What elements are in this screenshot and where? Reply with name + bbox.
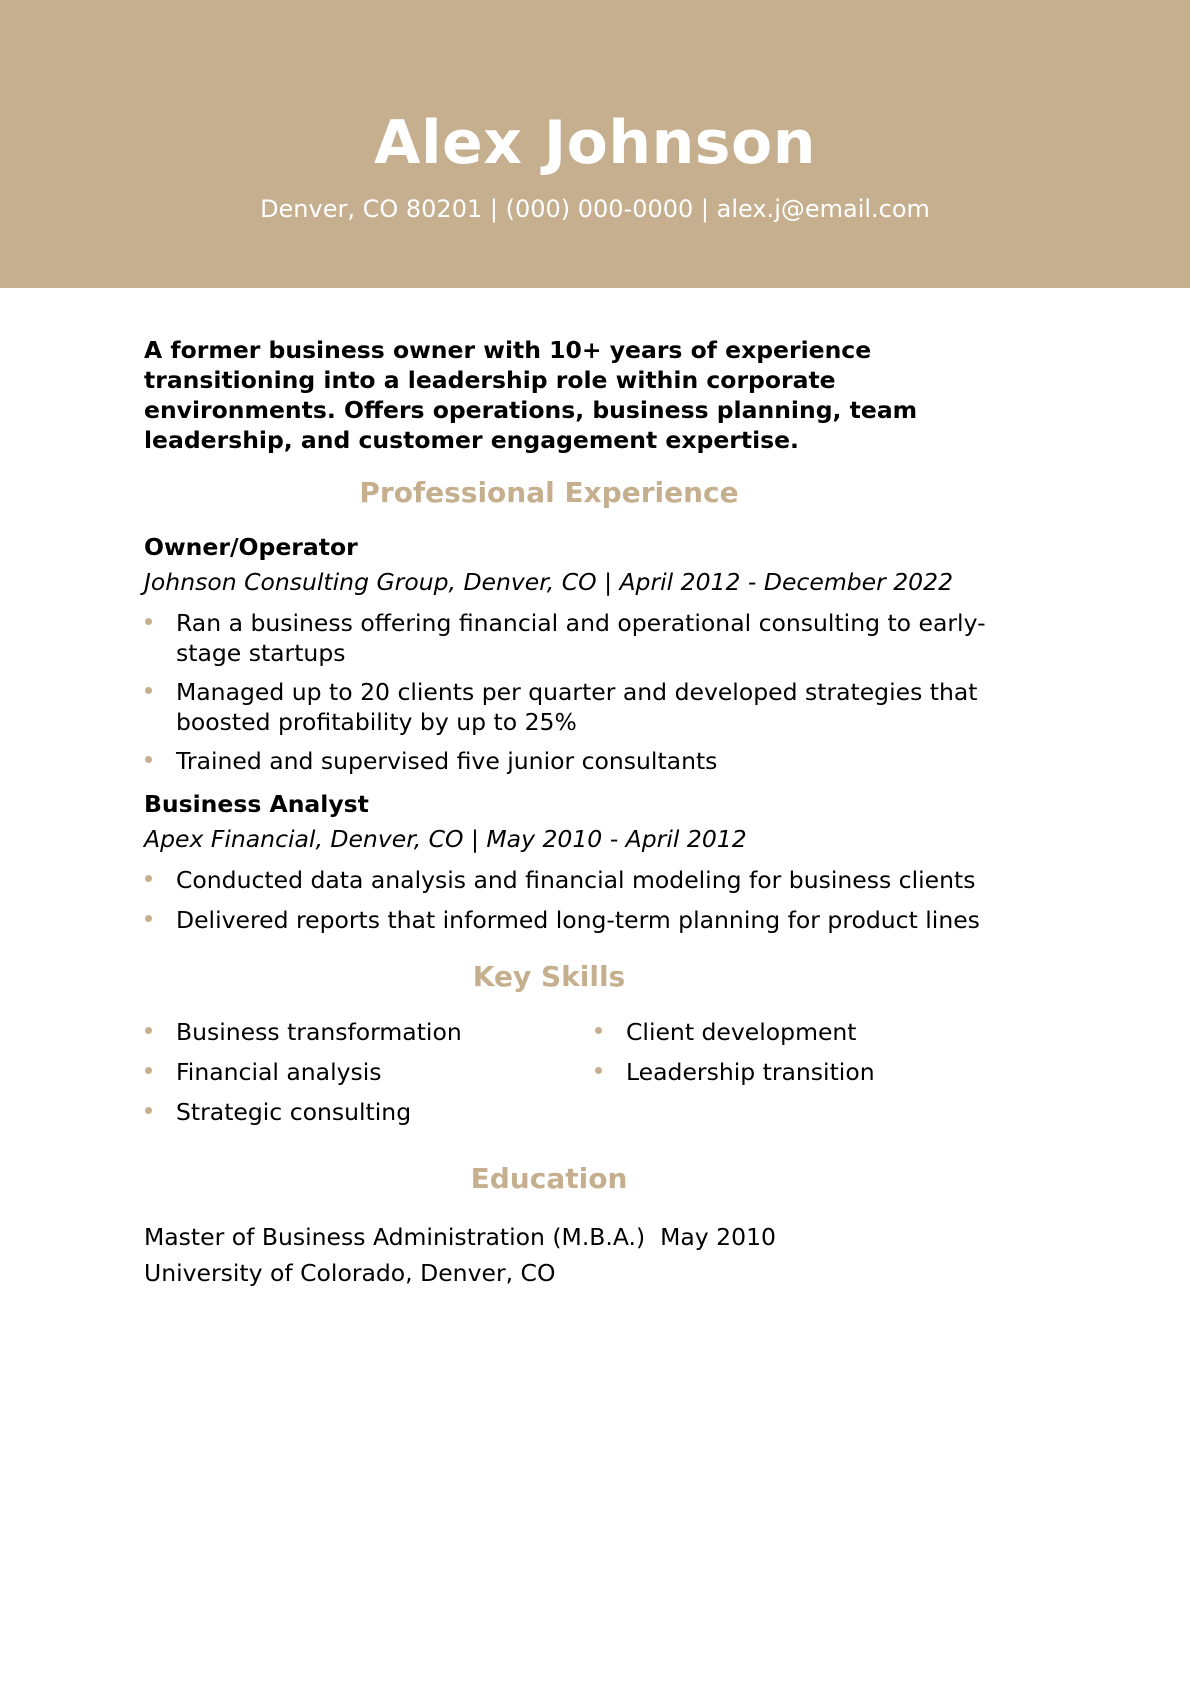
list-item: Trained and supervised five junior consultants bbox=[144, 746, 1044, 776]
candidate-name: Alex Johnson bbox=[374, 108, 816, 178]
contact-info: Denver, CO 80201 | (000) 000-0000 | alex.j@email.com bbox=[260, 195, 930, 223]
bullet-icon bbox=[595, 1067, 602, 1074]
resume-body bbox=[144, 335, 1044, 1291]
bullet-icon bbox=[145, 915, 152, 922]
bullet-icon bbox=[145, 687, 152, 694]
bullet-icon bbox=[145, 618, 152, 625]
skill-item: Leadership transition bbox=[594, 1057, 1044, 1087]
skills-list bbox=[144, 1017, 1044, 1137]
resume-header bbox=[0, 0, 1190, 288]
skill-item: Financial analysis bbox=[144, 1057, 594, 1087]
education-entry bbox=[144, 1219, 1044, 1291]
list-item: Delivered reports that informed long-term planning for product lines bbox=[144, 905, 1044, 935]
job-meta: Johnson Consulting Group, Denver, CO | April 2012 - December 2022 bbox=[144, 568, 954, 596]
job-bullets bbox=[144, 608, 1044, 776]
professional-summary: A former business owner with 10+ years of experience transitioning into a leadership role within corporate environments. Offers operations, business planning, team leadership, and customer engagement expertise. bbox=[144, 336, 918, 454]
section-title-experience: Professional Experience bbox=[359, 476, 739, 509]
degree: Master of Business Administration (M.B.A.) May 2010 bbox=[144, 1223, 776, 1251]
skills-column-left bbox=[144, 1017, 594, 1137]
list-item: Ran a business offering financial and operational consulting to early-stage startups bbox=[144, 608, 1044, 668]
list-item: Conducted data analysis and financial modeling for business clients bbox=[144, 865, 1044, 895]
job-title: Owner/Operator bbox=[144, 533, 358, 561]
skill-item: Client development bbox=[594, 1017, 1044, 1047]
skill-item: Business transformation bbox=[144, 1017, 594, 1047]
section-title-education: Education bbox=[470, 1162, 628, 1195]
section-title-skills: Key Skills bbox=[472, 960, 626, 993]
school: University of Colorado, Denver, CO bbox=[144, 1259, 556, 1287]
job-bullets bbox=[144, 865, 1044, 935]
bullet-icon bbox=[145, 875, 152, 882]
skill-item: Strategic consulting bbox=[144, 1097, 594, 1127]
bullet-icon bbox=[145, 1027, 152, 1034]
bullet-icon bbox=[145, 1067, 152, 1074]
bullet-icon bbox=[145, 756, 152, 763]
bullet-icon bbox=[145, 1107, 152, 1114]
job-title: Business Analyst bbox=[144, 790, 369, 818]
job-meta: Apex Financial, Denver, CO | May 2010 - April 2012 bbox=[144, 825, 747, 853]
skills-column-right bbox=[594, 1017, 1044, 1137]
list-item: Managed up to 20 clients per quarter and developed strategies that boosted profitability by up to 25% bbox=[144, 677, 1044, 737]
job-entry bbox=[144, 531, 1044, 776]
job-entry bbox=[144, 788, 1044, 935]
bullet-icon bbox=[595, 1027, 602, 1034]
